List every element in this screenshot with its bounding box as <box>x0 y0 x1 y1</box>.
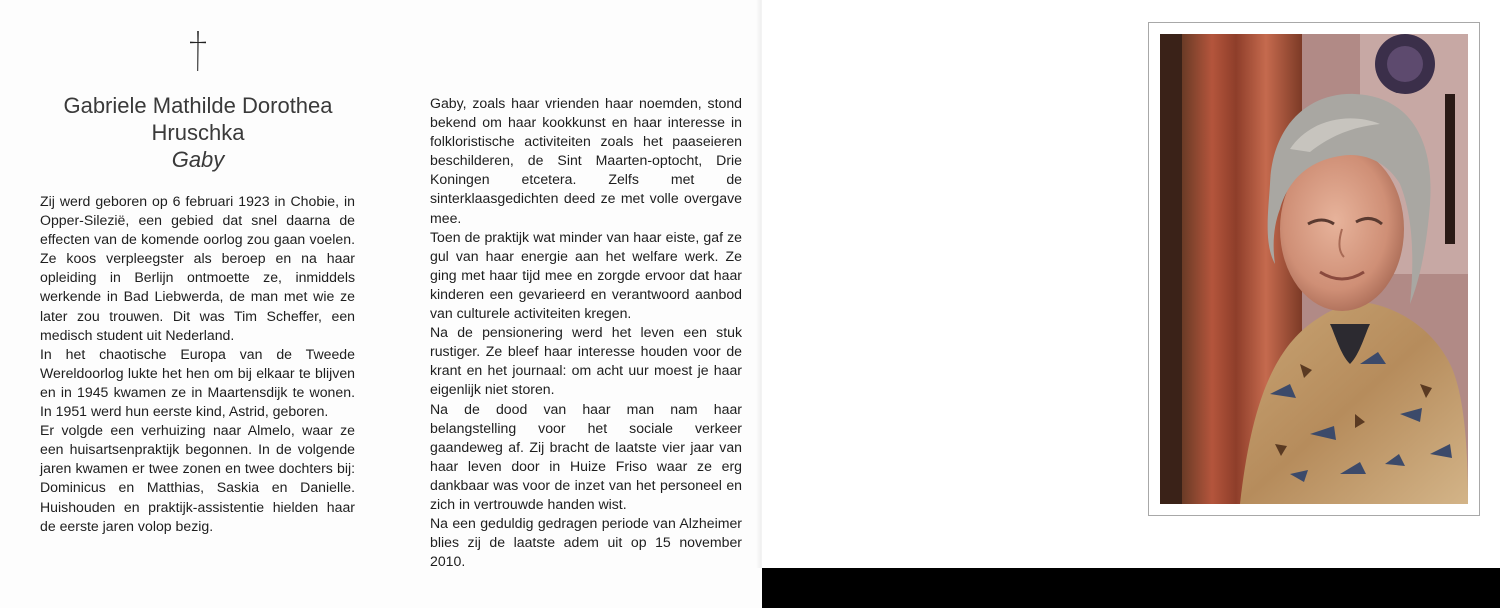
name-line-1: Gabriele Mathilde Dorothea <box>63 93 333 118</box>
nickname: Gaby <box>171 147 225 172</box>
portrait-photo <box>1160 34 1468 504</box>
photo-frame <box>1148 22 1480 516</box>
paragraph: Na de pensionering werd het leven een stuk rustiger. Ze bleef haar interesse houden voor de krant en het journaal: om acht uur moest je haar eigenlijk niet storen. <box>430 324 742 398</box>
paragraph: In het chaotische Europa van de Tweede Wereldoorlog lukte het hen om bij elkaar te blijven en in 1945 kwamen ze in Maartensdijk te wonen. In 1951 werd hun eerste kind, Astrid, geboren. <box>40 345 355 420</box>
paragraph: Na een geduldig gedragen periode van Alzheimer blies zij de laatste adem uit op 15 november 2010. <box>430 515 742 570</box>
scan-edge-bar <box>762 568 1500 608</box>
paragraph: Na de dood van haar man nam haar belangstelling voor het sociale verkeer gaandeweg af. Zij bracht de laatste vier jaar van haar leven door in Huize Friso waar ze erg dankbaar was voor de inzet van het personeel en zich in vertrouwde handen wist. <box>430 400 742 512</box>
right-page <box>762 0 1500 568</box>
deceased-name <box>40 92 356 173</box>
paragraph: Gaby, zoals haar vrienden haar noemden, stond bekend om haar kookkunst en haar interesse in folkloristische activiteiten zoals het paaseieren beschilderen, de Sint Maarten-optocht, Drie Koningen etcetera. Zelfs met de sinterklaasgedichten deed ze met volle overgave mee. <box>430 95 742 226</box>
name-line-2: Hruschka <box>151 120 245 145</box>
paragraph: Er volgde een verhuizing naar Almelo, waar ze een huisartsenpraktijk begonnen. In de volgende jaren kwamen er twee zonen en twee dochters bij: Dominicus en Matthias, Saskia en Danielle. Huishouden en praktijk-assistentie hielden haar de eerste jaren volop bezig. <box>40 422 355 534</box>
biography-column-left <box>40 192 355 536</box>
biography-column-right <box>430 94 742 571</box>
paragraph: Toen de praktijk wat minder van haar eiste, gaf ze gul van haar energie aan het welfare werk. Ze ging met haar tijd mee en zorgde ervoor dat haar kinderen een gevarieerd en verantwoord aanbod van culturele activiteiten kregen. <box>430 228 742 322</box>
latin-cross-icon <box>187 30 209 72</box>
portrait-illustration <box>1160 34 1468 504</box>
paragraph: Zij werd geboren op 6 februari 1923 in Chobie, in Opper-Silezië, een gebied dat snel daarna de effecten van de komende oorlog zou gaan voelen. Ze koos verpleegster als beroep en na haar opleiding in Berlijn ontmoette ze, inmiddels werkende in Bad Liebwerda, de man met wie ze later zou trouwen. Dit was Tim Scheffer, een medisch student uit Nederland. <box>40 193 355 343</box>
